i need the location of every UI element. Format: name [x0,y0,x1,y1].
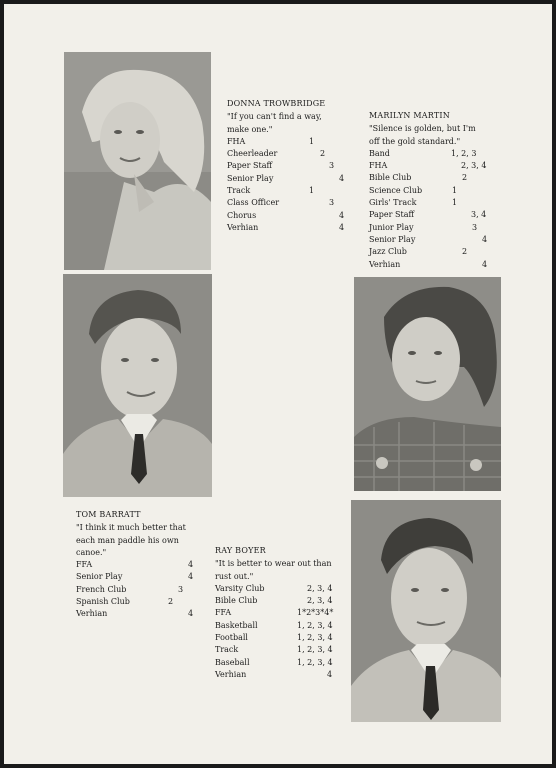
activity-years: 4 [188,609,194,619]
activity-label: Senior Play [227,173,274,183]
activity-row [369,246,494,258]
activity-years: 3 [178,584,184,594]
activity-label: Spanish Club [76,597,130,607]
student-quote [215,558,345,583]
activity-years: 1, 2, 3 [451,148,477,158]
activity-years: 1 [309,186,315,196]
activity-list [369,148,494,271]
activity-row [215,669,345,681]
activity-row [215,657,345,669]
activity-years: 3 [329,198,335,208]
student-entry-marilyn-martin [369,110,494,271]
student-quote [369,123,494,148]
activity-row [369,222,494,234]
activity-row [215,595,345,607]
activity-label: Track [215,645,239,655]
activity-label: FHA [369,161,388,171]
activity-label: Bible Club [369,173,412,183]
activity-years: 1, 2, 3, 4 [297,657,333,667]
activity-years: 2 [168,597,174,607]
activity-years: 4 [188,572,194,582]
activity-years: 1 [452,198,458,208]
student-quote [227,111,347,136]
activity-years: 2 [320,149,326,159]
student-entry-tom-barratt [76,509,201,621]
activity-row [369,259,494,271]
activity-years: 4 [327,669,333,679]
portrait-photo-donna-trowbridge [64,52,211,270]
quote-line: off the gold standard." [369,136,461,146]
activity-years: 2, 3, 4 [307,583,333,593]
activity-years: 1*2*3*4* [297,608,334,618]
activity-label: Junior Play [369,222,414,232]
activity-years: 1, 2, 3, 4 [297,633,333,643]
portrait-photo-marilyn-martin [354,277,501,491]
quote-line: "Silence is golden, but I'm [369,124,476,134]
activity-row [227,160,347,172]
portrait-photo-ray-boyer [351,500,501,722]
activity-label: Cheerleader [227,149,278,159]
quote-line: canoe." [76,547,107,557]
activity-label: Paper Staff [369,210,415,220]
student-quote [76,522,201,559]
activity-row [76,596,201,608]
activity-label: FFA [215,608,232,618]
activity-years: 4 [339,210,345,220]
activity-label: Bible Club [215,596,258,606]
portrait-photo-tom-barratt [63,274,212,497]
activity-years: 2, 3, 4 [461,161,487,171]
activity-row [227,210,347,222]
activity-row [369,160,494,172]
activity-label: Verhian [227,222,259,232]
activity-row [215,583,345,595]
activity-label: Varsity Club [215,583,265,593]
activity-row [369,197,494,209]
activity-row [215,607,345,619]
activity-label: French Club [76,584,127,594]
activity-label: Senior Play [76,572,123,582]
activity-label: Chorus [227,210,257,220]
activity-years: 4 [339,173,345,183]
quote-line: "I think it much better that [76,523,186,533]
activity-row [369,209,494,221]
activity-years: 1 [452,185,458,195]
activity-years: 1 [309,136,315,146]
activity-label: Verhian [215,669,247,679]
activity-years: 4 [188,560,194,570]
activity-row [369,172,494,184]
activity-row [227,136,347,148]
activity-row [227,185,347,197]
yearbook-page [4,4,552,764]
activity-row [76,608,201,620]
activity-row [215,620,345,632]
student-name: MARILYN MARTIN [369,111,450,120]
activity-years: 4 [339,222,345,232]
activity-row [369,234,494,246]
activity-years: 1, 2, 3, 4 [297,620,333,630]
activity-label: FFA [76,560,93,570]
activity-row [76,571,201,583]
activity-label: Jazz Club [369,247,407,257]
activity-years: 3 [472,222,478,232]
activity-years: 1, 2, 3, 4 [297,645,333,655]
activity-label: FHA [227,136,246,146]
activity-label: Track [227,186,251,196]
activity-row [227,148,347,160]
activity-row [76,584,201,596]
activity-label: Girls' Track [369,198,417,208]
activity-years: 4 [482,259,488,269]
activity-label: Verhian [369,259,401,269]
quote-line: make one." [227,124,273,134]
activity-label: Senior Play [369,234,416,244]
activity-years: 4 [482,234,488,244]
student-name: TOM BARRATT [76,510,141,519]
activity-years: 3 [329,161,335,171]
activity-row [369,148,494,160]
activity-years: 3, 4 [471,210,487,220]
activity-years: 2 [462,173,468,183]
activity-label: Band [369,148,390,158]
activity-row [227,173,347,185]
activity-row [76,559,201,571]
activity-label: Basketball [215,620,258,630]
quote-line: "It is better to wear out than [215,559,332,569]
quote-line: each man paddle his own [76,535,179,545]
activity-label: Science Club [369,185,423,195]
activity-row [215,632,345,644]
activity-label: Class Officer [227,198,280,208]
activity-list [76,559,201,620]
activity-label: Paper Staff [227,161,273,171]
activity-row [227,197,347,209]
activity-list [215,583,345,681]
activity-label: Football [215,633,248,643]
activity-row [215,644,345,656]
student-name: DONNA TROWBRIDGE [227,99,326,108]
activity-row [369,185,494,197]
quote-line: rust out." [215,571,254,581]
activity-row [227,222,347,234]
activity-label: Baseball [215,657,250,667]
activity-list [227,136,347,234]
activity-years: 2, 3, 4 [307,596,333,606]
quote-line: "If you can't find a way, [227,112,322,122]
activity-label: Verhian [76,609,108,619]
activity-years: 2 [462,247,468,257]
student-name: RAY BOYER [215,546,266,555]
student-entry-ray-boyer [215,545,345,681]
student-entry-donna-trowbridge [227,98,347,234]
